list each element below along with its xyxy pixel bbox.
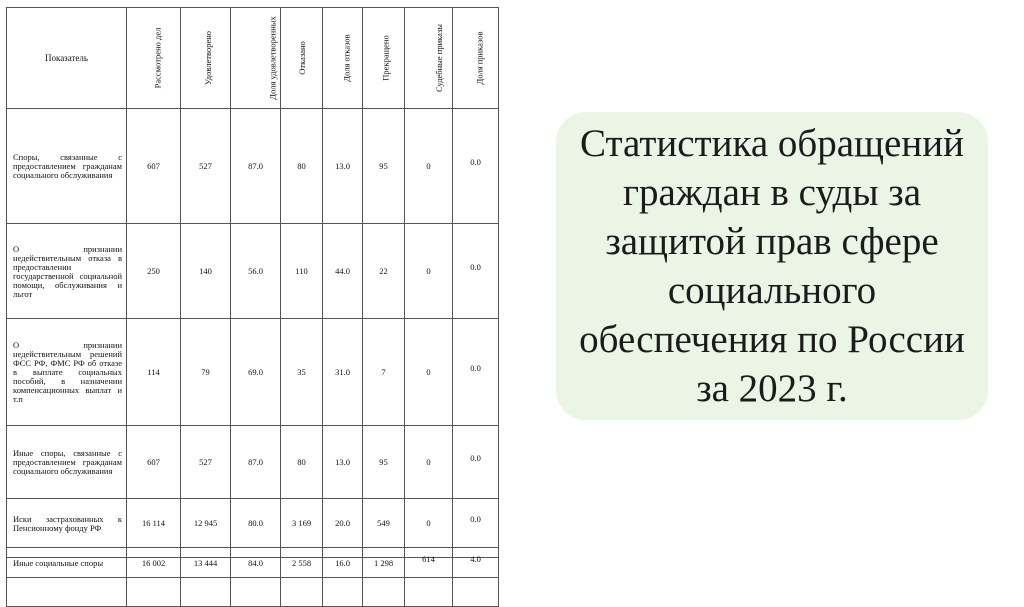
- header-indicator: Показатель: [7, 8, 127, 109]
- cell-considered: 16 114: [127, 499, 181, 548]
- cell-court-orders: 614: [405, 548, 453, 578]
- cell-satisfied: 12 945: [181, 499, 231, 548]
- header-orders-share: Доля приказов: [453, 8, 499, 109]
- empty-cell: [363, 578, 405, 607]
- cell-terminated: 1 298: [363, 548, 405, 578]
- cell-satisfied-share: 80.0: [231, 499, 281, 548]
- cell-refused: 110: [281, 224, 323, 319]
- cell-satisfied-share: 87.0: [231, 426, 281, 499]
- header-satisfied-share: Доля удовлетворенных: [231, 8, 281, 109]
- cell-court-orders: 0: [405, 109, 453, 224]
- table-row: [7, 426, 499, 499]
- cell-orders-share: 0.0: [453, 499, 499, 548]
- cell-orders-share: 0.0: [453, 319, 499, 426]
- cell-considered: 250: [127, 224, 181, 319]
- row-label: Споры, связанные с предоставлением гражданам социального обслуживания: [7, 109, 127, 224]
- cell-satisfied: 527: [181, 426, 231, 499]
- cell-refusal-share: 20.0: [323, 499, 363, 548]
- cell-court-orders: 0: [405, 426, 453, 499]
- cell-refused: 80: [281, 109, 323, 224]
- row-label: О признании недействительным отказа в предоставлении государственной социальной помощи, обслуживания и льгот: [7, 224, 127, 319]
- cell-terminated: 22: [363, 224, 405, 319]
- cell-refused: 35: [281, 319, 323, 426]
- cell-considered: 114: [127, 319, 181, 426]
- empty-cell: [231, 578, 281, 607]
- header-terminated: Прекращено: [363, 8, 405, 109]
- header-considered: Рассмотрено дел: [127, 8, 181, 109]
- cell-orders-share: 0.0: [453, 224, 499, 319]
- cell-orders-share: 0.0: [453, 426, 499, 499]
- cell-refusal-share: 13.0: [323, 426, 363, 499]
- header-satisfied: Удовлетворено: [181, 8, 231, 109]
- table-row: [7, 319, 499, 426]
- cell-refusal-share: 44.0: [323, 224, 363, 319]
- statistics-table: [6, 7, 499, 607]
- cell-satisfied: 140: [181, 224, 231, 319]
- table-header-row: [7, 8, 499, 109]
- row-label: Иные споры, связанные с предоставлением гражданам социального обслуживания: [7, 426, 127, 499]
- empty-cell: [323, 578, 363, 607]
- cell-orders-share: 4.0: [453, 548, 499, 578]
- cell-satisfied: 527: [181, 109, 231, 224]
- header-court-orders: Судебные приказы: [405, 8, 453, 109]
- cell-satisfied-share: 84.0: [231, 548, 281, 578]
- empty-cell: [7, 578, 127, 607]
- cell-terminated: 95: [363, 109, 405, 224]
- cell-satisfied: 13 444: [181, 548, 231, 578]
- title-card: [556, 112, 988, 420]
- statistics-table-frame: [6, 7, 499, 568]
- cell-refused: 2 558: [281, 548, 323, 578]
- header-refused: Отказано: [281, 8, 323, 109]
- empty-cell: [127, 578, 181, 607]
- cell-considered: 607: [127, 426, 181, 499]
- row-label: О признании недействительным решений ФСС РФ, ФМС РФ об отказе в выплате социальных пособий, в назначении компенсационных выплат и т.п: [7, 319, 127, 426]
- cell-refusal-share: 16.0: [323, 548, 363, 578]
- cell-refusal-share: 31.0: [323, 319, 363, 426]
- cell-satisfied-share: 56.0: [231, 224, 281, 319]
- cell-refused: 3 169: [281, 499, 323, 548]
- cell-terminated: 7: [363, 319, 405, 426]
- table-row: [7, 109, 499, 224]
- header-refusal-share: Доля отказов: [323, 8, 363, 109]
- empty-cell: [181, 578, 231, 607]
- cell-refused: 80: [281, 426, 323, 499]
- cell-court-orders: 0: [405, 499, 453, 548]
- empty-cell: [281, 578, 323, 607]
- table-empty-row: [7, 578, 499, 607]
- empty-cell: [405, 578, 453, 607]
- table-row: [7, 224, 499, 319]
- cell-satisfied-share: 69.0: [231, 319, 281, 426]
- empty-cell: [453, 578, 499, 607]
- table-row: [7, 499, 499, 548]
- cell-court-orders: 0: [405, 319, 453, 426]
- cell-considered: 607: [127, 109, 181, 224]
- cell-refusal-share: 13.0: [323, 109, 363, 224]
- cell-satisfied-share: 87.0: [231, 109, 281, 224]
- cell-orders-share: 0.0: [453, 109, 499, 224]
- cell-considered: 16 002: [127, 548, 181, 578]
- cell-terminated: 95: [363, 426, 405, 499]
- cell-satisfied: 79: [181, 319, 231, 426]
- cell-court-orders: 0: [405, 224, 453, 319]
- table-row: [7, 548, 499, 578]
- slide-title: Статистика обращений граждан в суды за защитой прав сфере социального обеспечения по России за 2023 г.: [579, 122, 965, 410]
- cell-terminated: 549: [363, 499, 405, 548]
- row-label: Иски застрахованных к Пенсионному фонду РФ: [7, 499, 127, 548]
- row-label: Иные социальные споры: [7, 548, 127, 578]
